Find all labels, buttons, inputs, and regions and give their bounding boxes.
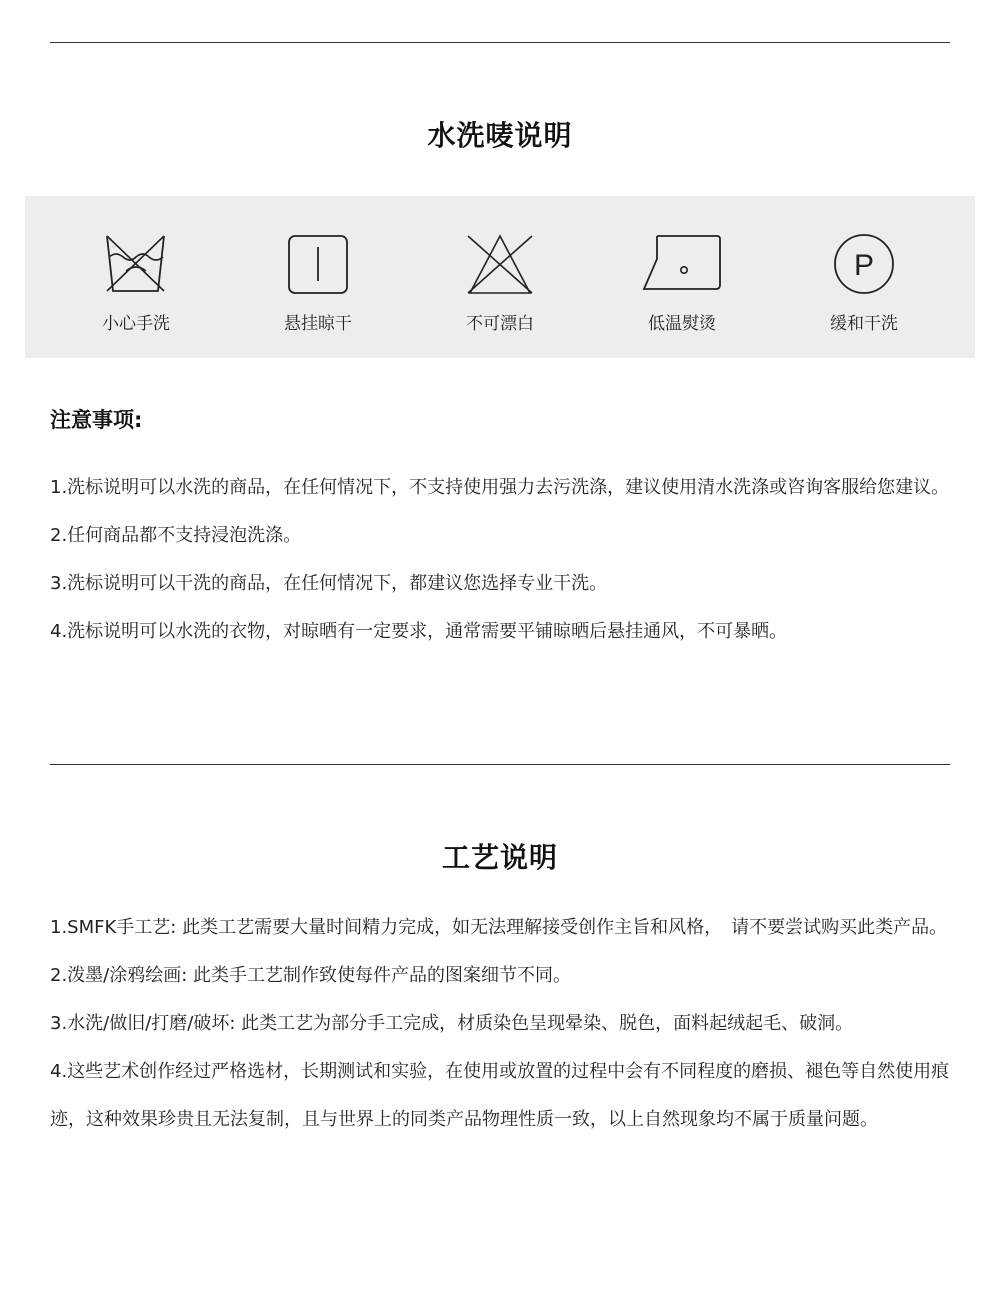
care-label-hang-dry: 悬挂晾干 <box>284 314 352 334</box>
hang-dry-icon <box>278 233 358 297</box>
care-item-no-bleach <box>420 196 580 334</box>
wash-note-item: 2.任何商品都不支持浸泡洗涤。 <box>50 525 302 546</box>
care-item-hang-dry <box>238 196 398 334</box>
care-icons-band <box>25 196 975 358</box>
care-item-gentle-dry-clean <box>784 196 944 334</box>
hand-wash-icon <box>96 233 176 297</box>
wash-note-item: 4.洗标说明可以水洗的衣物，对晾晒有一定要求，通常需要平铺晾晒后悬挂通风，不可暴晒。 <box>50 621 788 642</box>
wash-note-item: 1.洗标说明可以水洗的商品，在任何情况下，不支持使用强力去污洗涤，建议使用清水洗涤或咨询客服给您建议。 <box>50 477 950 498</box>
care-label-no-bleach: 不可漂白 <box>466 314 534 334</box>
care-label-low-iron: 低温熨烫 <box>648 314 716 334</box>
section-divider <box>50 764 950 765</box>
notes-heading: 注意事项: <box>50 408 143 432</box>
care-label-hand-wash: 小心手洗 <box>102 314 170 334</box>
craft-note-item: 1.SMFK手工艺: 此类工艺需要大量时间精力完成，如无法理解接受创作主旨和风格， 请不要尝试购买此类产品。 <box>50 917 948 938</box>
low-iron-icon <box>642 233 722 297</box>
wash-notes-list <box>50 464 955 656</box>
wash-section-title: 水洗唛说明 <box>427 119 573 152</box>
care-label-gentle-dry-clean: 缓和干洗 <box>830 314 898 334</box>
craft-section-title: 工艺说明 <box>441 841 558 874</box>
craft-note-item: 4.这些艺术创作经过严格选材，长期测试和实验，在使用或放置的过程中会有不同程度的磨损、褪色等自然使用痕迹，这种效果珍贵且无法复制，且与世界上的同类产品物理性质一致，以上自然现象均不属于质量问题。 <box>50 1061 950 1130</box>
gentle-dry-clean-icon <box>824 233 904 297</box>
wash-note-item: 3.洗标说明可以干洗的商品，在任何情况下，都建议您选择专业干洗。 <box>50 573 608 594</box>
care-item-low-iron <box>602 196 762 334</box>
care-item-hand-wash <box>56 196 216 334</box>
craft-note-item: 3.水洗/做旧/打磨/破坏: 此类工艺为部分手工完成，材质染色呈现晕染、脱色，面料起绒起毛、破洞。 <box>50 1013 854 1034</box>
no-bleach-icon <box>460 233 540 297</box>
craft-note-item: 2.泼墨/涂鸦绘画: 此类手工艺制作致使每件产品的图案细节不同。 <box>50 965 572 986</box>
top-divider <box>50 42 950 43</box>
craft-notes-list <box>50 904 955 1144</box>
svg-text:P: P <box>853 249 875 282</box>
